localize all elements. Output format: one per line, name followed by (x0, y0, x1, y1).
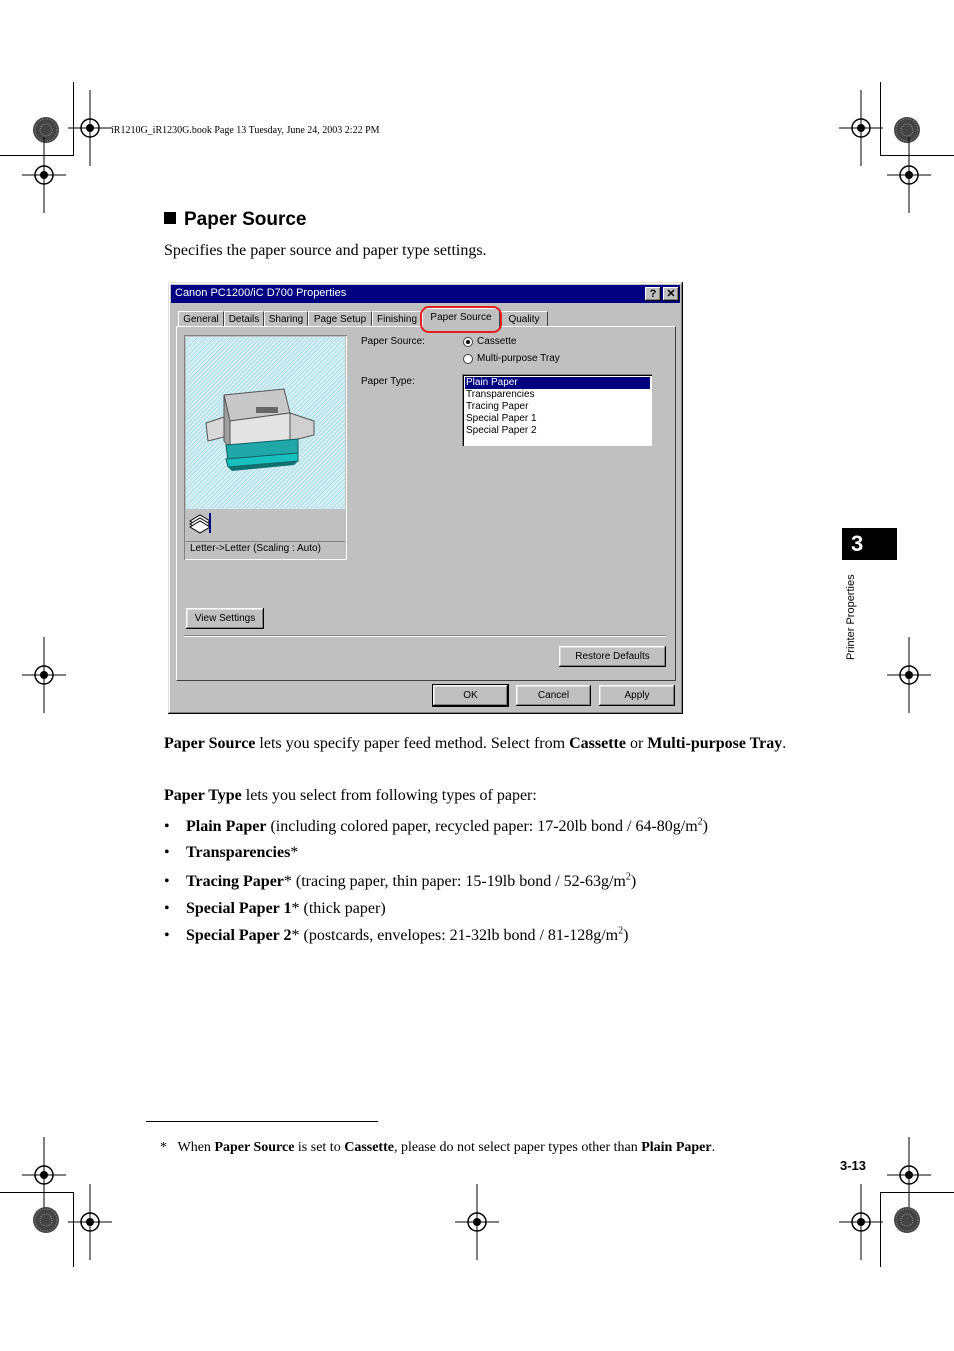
cassette-radio[interactable] (463, 337, 473, 347)
footnote-term: Paper Source (214, 1140, 295, 1155)
bullet-term: Tracing Paper (186, 873, 284, 890)
superscript: 2 (618, 925, 624, 937)
term-cassette: Cassette (569, 735, 626, 752)
multipurpose-tray-label[interactable]: Multi-purpose Tray (477, 353, 560, 364)
term-multipurpose-tray: Multi-purpose Tray (647, 735, 783, 752)
footnote-text: When (177, 1140, 215, 1155)
bullet-term: Special Paper 1 (186, 900, 292, 917)
bullet-term: Special Paper 2 (186, 927, 292, 944)
apply-button[interactable]: Apply (599, 685, 675, 706)
properties-dialog (168, 282, 683, 714)
restore-defaults-button[interactable]: Restore Defaults (559, 646, 666, 667)
paper-type-label: Paper Type: (361, 376, 415, 387)
tab-finishing[interactable]: Finishing (372, 311, 422, 327)
bullet-icon: • (164, 818, 170, 835)
bullet-end: ) (623, 927, 629, 944)
cassette-label[interactable]: Cassette (477, 336, 517, 347)
paper-type-listbox[interactable] (462, 374, 652, 446)
list-item-special-paper-1[interactable]: Special Paper 1 (466, 413, 537, 424)
footnote-marker: * (160, 1140, 167, 1155)
bullet-icon: • (164, 844, 170, 861)
para-text: lets you select from following types of paper: (241, 787, 537, 804)
section-heading-text: Paper Source (184, 209, 307, 230)
help-button[interactable]: ? (645, 287, 661, 301)
tab-sharing[interactable]: Sharing (264, 311, 308, 327)
footnote (160, 1140, 715, 1156)
para-text: . (782, 735, 787, 752)
preview-caption-row (186, 541, 345, 559)
list-item-plain-paper[interactable]: Plain Paper (465, 377, 650, 389)
close-button[interactable]: ✕ (663, 287, 679, 301)
bullet-term: Plain Paper (186, 818, 267, 835)
footnote-text: is set to (294, 1140, 345, 1155)
para-text: or (625, 735, 648, 752)
panel-divider (184, 635, 666, 637)
bullet-text: * (290, 844, 299, 861)
printer-illustration (186, 337, 345, 509)
dialog-title: Canon PC1200/iC D700 Properties (175, 287, 347, 299)
footnote-term: Cassette (344, 1140, 394, 1155)
para-text: lets you specify paper feed method. Select from (255, 735, 570, 752)
superscript: 2 (697, 816, 703, 828)
chapter-number: 3 (851, 531, 864, 556)
tab-quality[interactable]: Quality (500, 311, 548, 327)
tab-paper-source[interactable]: Paper Source (422, 308, 500, 328)
bullet-icon: • (164, 927, 170, 944)
preview-caption: Letter->Letter (Scaling : Auto) (190, 543, 321, 554)
ok-button[interactable]: OK (433, 685, 508, 706)
tab-page-setup[interactable]: Page Setup (308, 311, 372, 327)
list-item-tracing-paper[interactable]: Tracing Paper (466, 401, 529, 412)
term-paper-type: Paper Type (164, 787, 242, 804)
footnote-text: , please do not select paper types other than (393, 1140, 642, 1155)
page-number: 3-13 (840, 1158, 867, 1173)
bullet-icon: • (164, 873, 170, 890)
bullet-icon: • (164, 900, 170, 917)
book-info: iR1210G_iR1230G.book Page 13 Tuesday, June 24, 2003 2:22 PM (111, 125, 380, 136)
paper-stack-icon (188, 511, 212, 535)
highlight-ring (420, 306, 502, 333)
paragraph-paper-type (164, 785, 824, 806)
section-heading (164, 209, 307, 231)
superscript: 2 (625, 871, 631, 883)
bullet-text: * (tracing paper, thin paper: 15-19lb bond / 52-63g/m (283, 873, 626, 890)
bullet-end: ) (630, 873, 637, 890)
footnote-term: Plain Paper (641, 1140, 712, 1155)
preview-pane (184, 335, 347, 560)
bullet-text: * (thick paper) (291, 900, 386, 917)
footnote-text: . (711, 1140, 716, 1155)
tab-general[interactable]: General (178, 311, 224, 327)
list-item-special-paper-2[interactable]: Special Paper 2 (466, 425, 537, 436)
footnote-rule (146, 1121, 378, 1122)
bullet-text: (including colored paper, recycled paper: 17-20lb bond / 64-80g/m (266, 818, 698, 835)
list-item-transparencies[interactable]: Transparencies (466, 389, 535, 400)
cancel-button[interactable]: Cancel (516, 685, 591, 706)
tab-details[interactable]: Details (224, 311, 264, 327)
bullet-text: * (postcards, envelopes: 21-32lb bond / 81-128g/m (291, 927, 619, 944)
view-settings-button[interactable]: View Settings (186, 608, 264, 629)
square-bullet-icon (164, 212, 176, 224)
dialog-titlebar (171, 285, 680, 303)
paragraph-paper-source (164, 733, 824, 754)
bullet-end: ) (702, 818, 708, 835)
bullet-term: Transparencies (186, 844, 291, 861)
chapter-title: Printer Properties (845, 574, 857, 660)
printer-preview-image (186, 337, 345, 509)
section-intro: Specifies the paper source and paper type settings. (164, 242, 487, 259)
multipurpose-tray-radio[interactable] (463, 354, 473, 364)
term-paper-source: Paper Source (164, 735, 256, 752)
paper-source-label: Paper Source: (361, 336, 425, 347)
